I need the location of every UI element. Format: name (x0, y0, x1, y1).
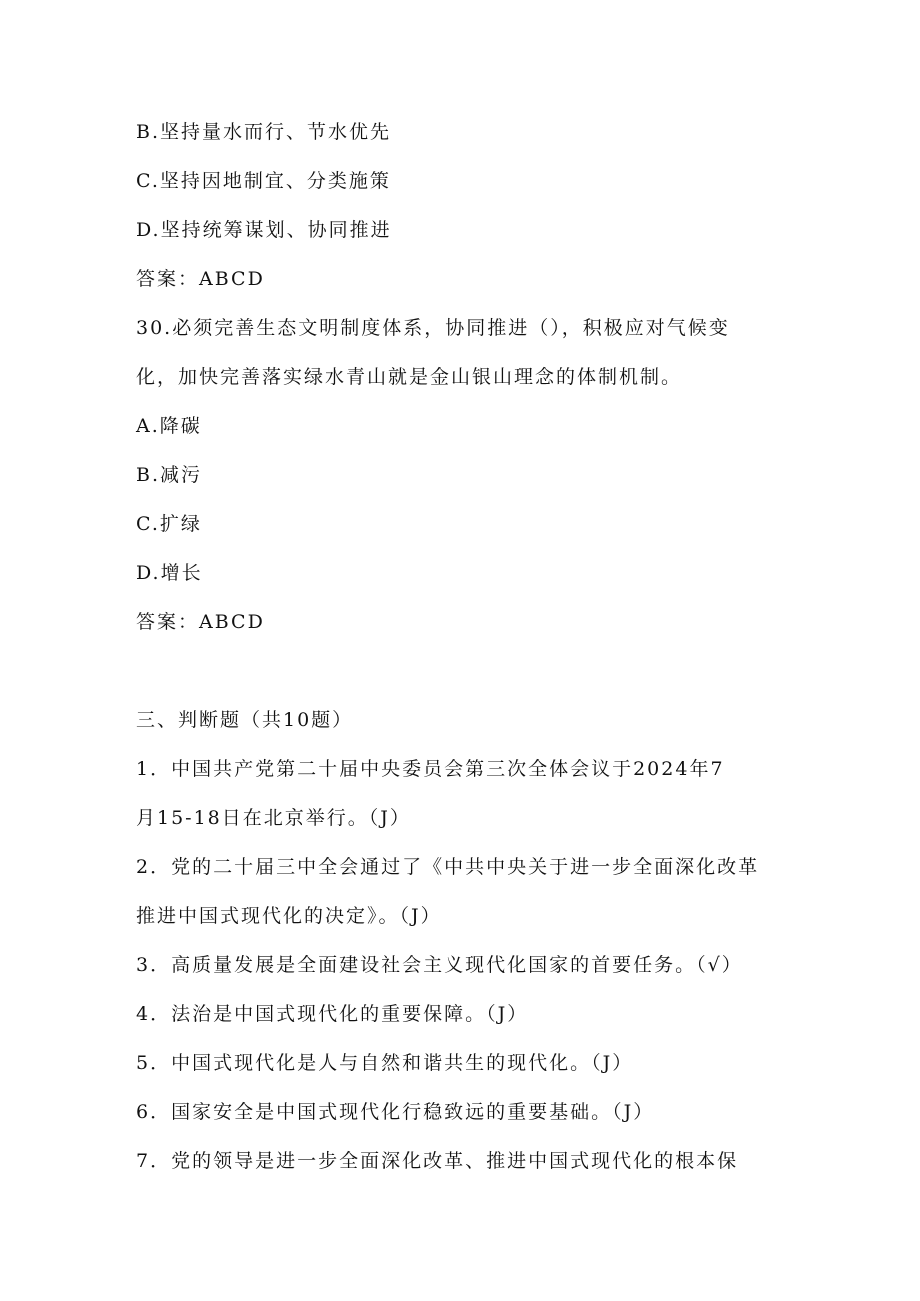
q30-question-line2: 化，加快完善落实绿水青山就是金山银山理念的体制机制。 (136, 366, 683, 388)
tf-item-1-line1: 1．中国共产党第二十届中央委员会第三次全体会议于2024年7 (136, 758, 725, 780)
tf-item-6: 6．国家安全是中国式现代化行稳致远的重要基础。（J） (136, 1101, 655, 1123)
q29-option-b: B.坚持量水而行、节水优先 (136, 121, 392, 143)
tf-item-5: 5．中国式现代化是人与自然和谐共生的现代化。（J） (136, 1052, 634, 1074)
q30-option-c: C.扩绿 (136, 513, 202, 535)
tf-item-2-line2: 推进中国式现代化的决定》。（J） (136, 905, 442, 927)
tf-item-3: 3．高质量发展是全面建设社会主义现代化国家的首要任务。（√） (136, 954, 743, 976)
q30-question-line1: 30.必须完善生态文明制度体系，协同推进（），积极应对气候变 (136, 317, 730, 339)
q29-answer: 答案：ABCD (136, 268, 265, 290)
tf-item-4: 4．法治是中国式现代化的重要保障。（J） (136, 1003, 529, 1025)
tf-item-2-line1: 2．党的二十届三中全会通过了《中共中央关于进一步全面深化改革 (136, 856, 760, 878)
section3-heading: 三、判断题（共10题） (136, 709, 354, 731)
q30-answer: 答案：ABCD (136, 611, 265, 633)
q29-option-d: D.坚持统筹谋划、协同推进 (136, 219, 392, 241)
tf-item-1-line2: 月15-18日在北京举行。（J） (136, 807, 411, 829)
q30-option-d: D.增长 (136, 562, 203, 584)
q30-option-a: A.降碳 (136, 415, 202, 437)
document-content (136, 112, 796, 1190)
tf-item-7: 7．党的领导是进一步全面深化改革、推进中国式现代化的根本保 (136, 1150, 739, 1172)
section-spacer (136, 651, 796, 700)
q30-option-b: B.减污 (136, 464, 203, 486)
q29-option-c: C.坚持因地制宜、分类施策 (136, 170, 391, 192)
